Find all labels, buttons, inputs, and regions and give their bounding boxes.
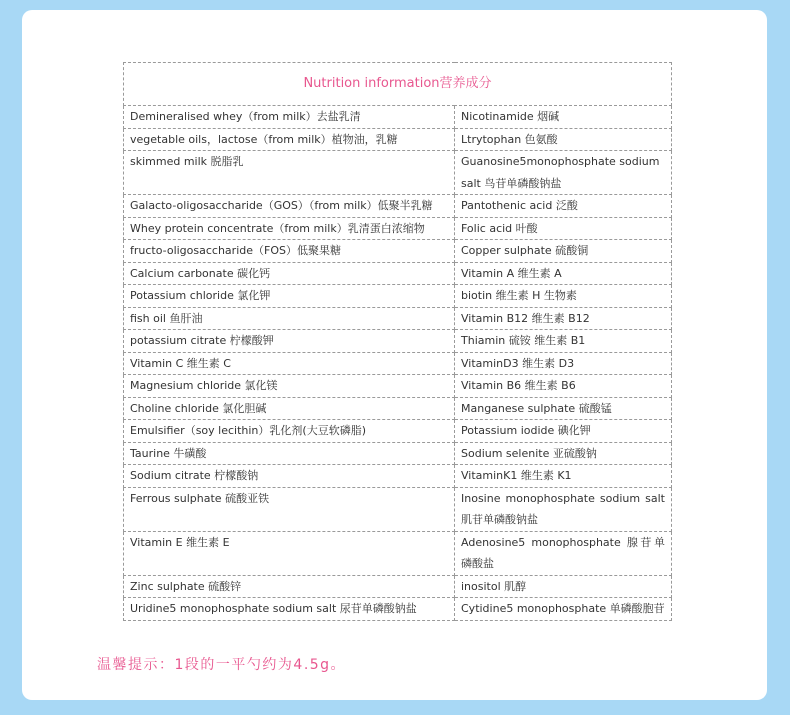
ingredient-cell: Sodium selenite 亚硫酸钠 bbox=[455, 442, 672, 465]
table-row bbox=[124, 106, 672, 129]
table-row bbox=[124, 420, 672, 443]
ingredient-cell: Calcium carbonate 碳化钙 bbox=[124, 262, 455, 285]
table-row bbox=[124, 330, 672, 353]
ingredient-cell: Galacto-oligosaccharide（GOS）（from milk）低聚半乳糖 bbox=[124, 195, 455, 218]
table-row bbox=[124, 307, 672, 330]
ingredient-cell: Vitamin E 维生素 E bbox=[124, 531, 455, 575]
ingredient-cell: Pantothenic acid 泛酸 bbox=[455, 195, 672, 218]
ingredient-cell: fructo-oligosaccharide（FOS）低聚果糖 bbox=[124, 240, 455, 263]
ingredient-cell: Copper sulphate 硫酸铜 bbox=[455, 240, 672, 263]
ingredient-cell: Ltrytophan 色氨酸 bbox=[455, 128, 672, 151]
ingredient-cell: Thiamin 硫铵 维生素 B1 bbox=[455, 330, 672, 353]
ingredient-cell: Adenosine5 monophosphate 腺苷单磷酸盐 bbox=[455, 531, 672, 575]
ingredient-cell: Vitamin B12 维生素 B12 bbox=[455, 307, 672, 330]
ingredient-cell: Cytidine5 monophosphate 单磷酸胞苷 bbox=[455, 598, 672, 621]
table-row bbox=[124, 262, 672, 285]
ingredient-cell: Guanosine5monophosphate sodium salt 鸟苷单磷酸钠盐 bbox=[455, 151, 672, 195]
table-row bbox=[124, 375, 672, 398]
table-row bbox=[124, 352, 672, 375]
table-row bbox=[124, 465, 672, 488]
ingredient-cell: Emulsifier（soy lecithin）乳化剂(大豆软磷脂) bbox=[124, 420, 455, 443]
ingredient-cell: Whey protein concentrate（from milk）乳清蛋白浓缩物 bbox=[124, 217, 455, 240]
table-row bbox=[124, 151, 672, 195]
ingredient-cell: Inosine monophosphate sodium salt 肌苷单磷酸钠盐 bbox=[455, 487, 672, 531]
ingredient-cell: Sodium citrate 柠檬酸钠 bbox=[124, 465, 455, 488]
table-row bbox=[124, 217, 672, 240]
ingredient-cell: potassium citrate 柠檬酸钾 bbox=[124, 330, 455, 353]
ingredient-cell: Ferrous sulphate 硫酸亚铁 bbox=[124, 487, 455, 531]
ingredient-cell: skimmed milk 脱脂乳 bbox=[124, 151, 455, 195]
table-title: Nutrition information营养成分 bbox=[124, 63, 672, 106]
ingredient-cell: Nicotinamide 烟碱 bbox=[455, 106, 672, 129]
ingredient-cell: Taurine 牛磺酸 bbox=[124, 442, 455, 465]
ingredient-cell: Vitamin C 维生素 C bbox=[124, 352, 455, 375]
ingredient-cell: Uridine5 monophosphate sodium salt 尿苷单磷酸钠盐 bbox=[124, 598, 455, 621]
ingredient-cell: Vitamin B6 维生素 B6 bbox=[455, 375, 672, 398]
ingredient-cell: Potassium iodide 碘化钾 bbox=[455, 420, 672, 443]
ingredient-cell: Magnesium chloride 氯化镁 bbox=[124, 375, 455, 398]
table-row bbox=[124, 598, 672, 621]
content-card bbox=[22, 10, 767, 700]
ingredient-cell: Potassium chloride 氯化钾 bbox=[124, 285, 455, 308]
ingredient-cell: VitaminD3 维生素 D3 bbox=[455, 352, 672, 375]
ingredient-cell: fish oil 鱼肝油 bbox=[124, 307, 455, 330]
ingredient-cell: Manganese sulphate 硫酸锰 bbox=[455, 397, 672, 420]
ingredient-cell: Zinc sulphate 硫酸锌 bbox=[124, 575, 455, 598]
ingredient-cell: Demineralised whey（from milk）去盐乳清 bbox=[124, 106, 455, 129]
ingredient-cell: Choline chloride 氯化胆碱 bbox=[124, 397, 455, 420]
serving-tip: 温馨提示：1段的一平勺约为4.5g。 bbox=[97, 657, 347, 673]
table-row bbox=[124, 195, 672, 218]
table-row bbox=[124, 487, 672, 531]
table-header-row bbox=[124, 63, 672, 106]
ingredient-cell: Folic acid 叶酸 bbox=[455, 217, 672, 240]
table-row bbox=[124, 575, 672, 598]
table-row bbox=[124, 442, 672, 465]
table-row bbox=[124, 240, 672, 263]
ingredient-cell: inositol 肌醇 bbox=[455, 575, 672, 598]
ingredient-cell: vegetable oils，lactose（from milk）植物油，乳糖 bbox=[124, 128, 455, 151]
ingredient-cell: VitaminK1 维生素 K1 bbox=[455, 465, 672, 488]
nutrition-table bbox=[123, 62, 672, 621]
table-row bbox=[124, 128, 672, 151]
ingredient-cell: Vitamin A 维生素 A bbox=[455, 262, 672, 285]
ingredient-cell: biotin 维生素 H 生物素 bbox=[455, 285, 672, 308]
table-row bbox=[124, 531, 672, 575]
table-row bbox=[124, 397, 672, 420]
table-row bbox=[124, 285, 672, 308]
